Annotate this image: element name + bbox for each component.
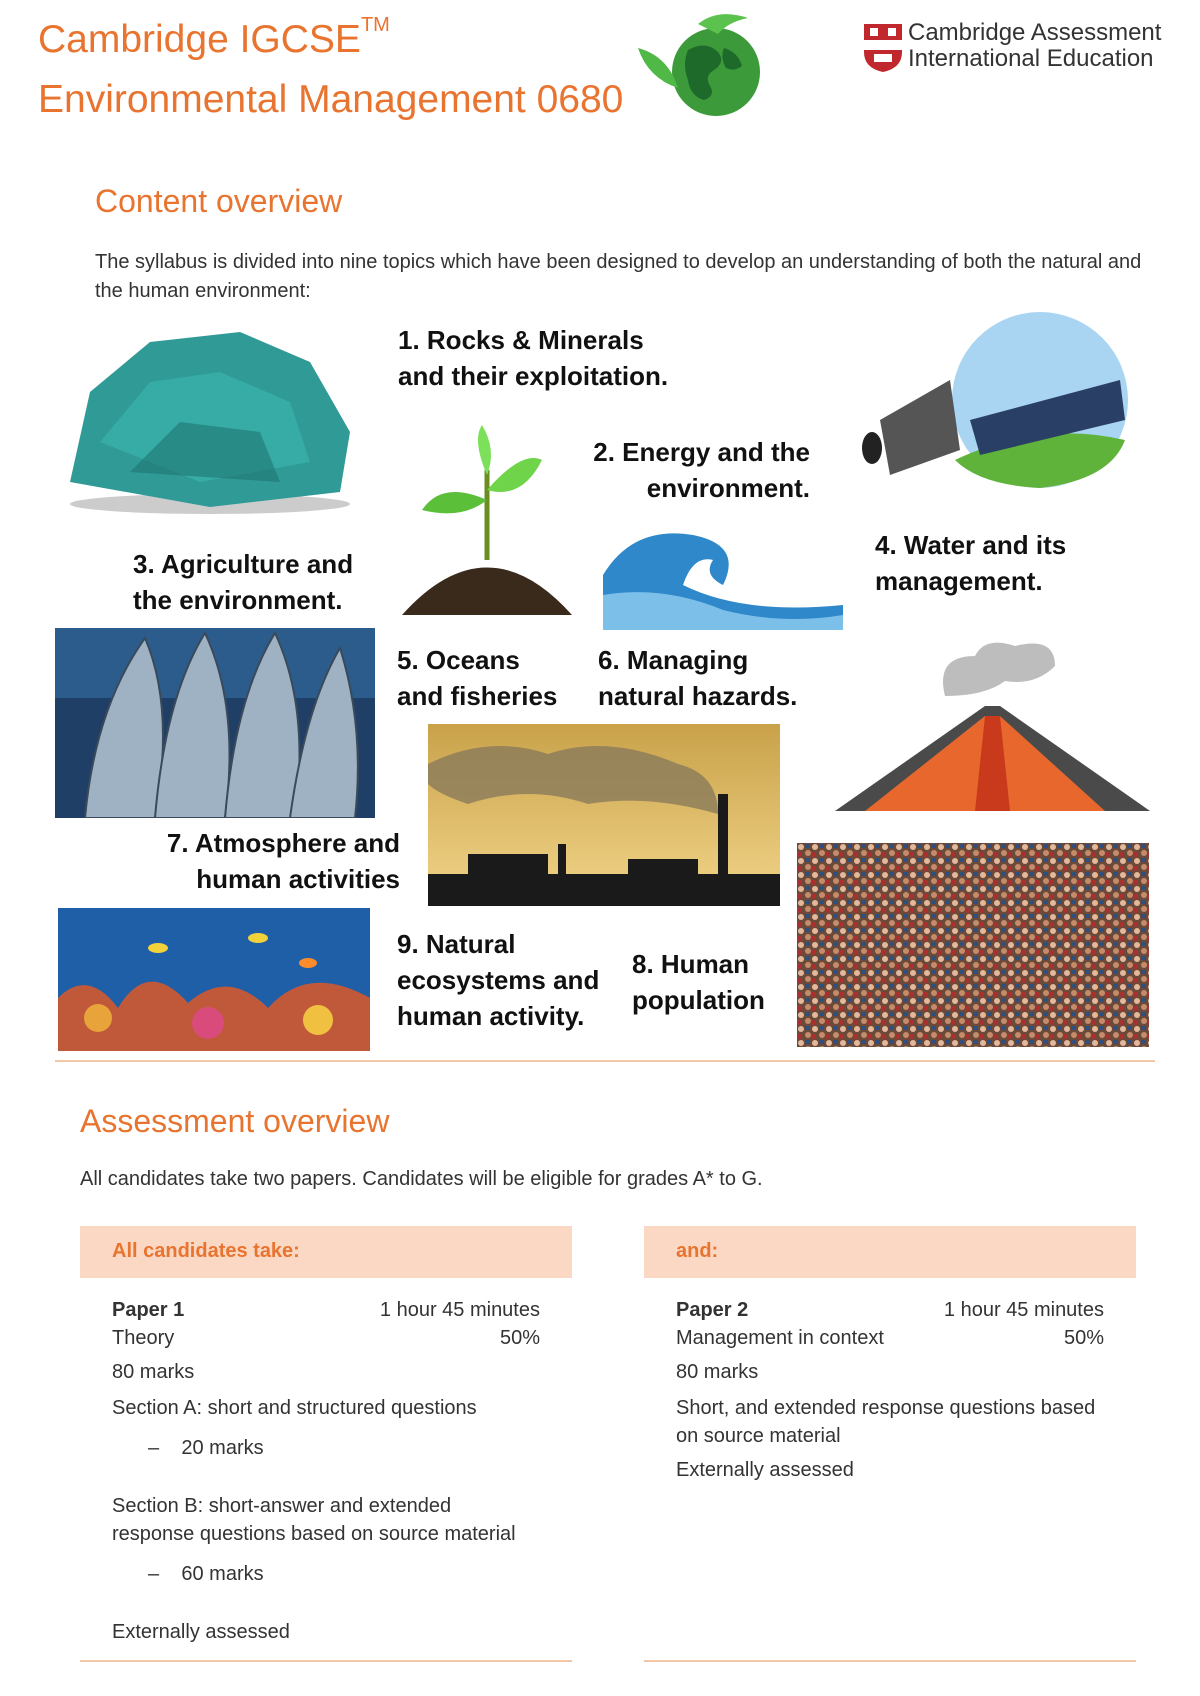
paper1-block — [112, 1296, 540, 1646]
factory-smoke-image — [428, 724, 780, 906]
seedling-soil-image — [392, 420, 582, 620]
paper1-name: Theory — [112, 1327, 175, 1349]
topic-9: 9. Natural ecosystems and human activity. — [397, 929, 600, 1031]
content-overview-heading: Content overview — [95, 183, 343, 219]
paper1-section-b-marks: – 60 marks — [148, 1563, 264, 1585]
coral-reef-image — [58, 908, 370, 1051]
paper1-section-a: Section A: short and structured questions — [112, 1397, 477, 1419]
globe-logo-icon — [628, 10, 778, 120]
paper1-assessed: Externally assessed — [112, 1621, 290, 1643]
tuna-fish-image — [55, 628, 375, 818]
cambridge-crest-icon — [862, 22, 904, 74]
right-box-header: and: — [644, 1226, 1136, 1278]
paper1-duration: 1 hour 45 minutes — [379, 1299, 540, 1321]
brand-title: Cambridge IGCSE™ — [38, 14, 390, 61]
paper1-marks: 80 marks — [112, 1361, 195, 1383]
rock-mineral-image — [60, 322, 360, 522]
paper2-assessed: Externally assessed — [676, 1459, 854, 1481]
paper2-duration: 1 hour 45 minutes — [943, 1299, 1104, 1321]
topic-6: 6. Managing natural hazards. — [598, 645, 798, 711]
water-wave-image — [603, 515, 843, 630]
topic-5: 5. Oceans and fisheries — [397, 645, 558, 711]
paper1-section-b: Section B: short-answer and extended response questions based on source material — [112, 1495, 516, 1545]
syllabus-title: Environmental Management 0680 — [38, 78, 624, 121]
paper2-marks: 80 marks — [676, 1361, 759, 1383]
organization-name: Cambridge Assessment International Education — [908, 19, 1162, 72]
paper2-block — [676, 1296, 1104, 1484]
paper1-section-a-marks: – 20 marks — [148, 1437, 264, 1459]
topic-2: 2. Energy and the environment. — [593, 437, 810, 503]
solar-lightbulb-image — [860, 310, 1160, 510]
content-intro: The syllabus is divided into nine topics which have been designed to develop an understanding of both the natural and the human environment: — [95, 251, 1142, 302]
volcano-image — [835, 636, 1150, 816]
paper2-name: Management in context — [676, 1327, 884, 1349]
topic-1: 1. Rocks & Minerals and their exploitation. — [398, 325, 669, 391]
right-bottom-rule — [644, 1660, 1136, 1662]
paper2-weight: 50% — [1063, 1327, 1104, 1349]
topic-3: 3. Agriculture and the environment. — [133, 549, 354, 615]
paper2-title: Paper 2 — [676, 1299, 749, 1321]
paper1-title: Paper 1 — [112, 1299, 185, 1321]
topic-8: 8. Human population — [632, 949, 765, 1015]
paper1-weight: 50% — [499, 1327, 540, 1349]
assessment-overview-heading: Assessment overview — [80, 1103, 390, 1139]
section-divider — [55, 1060, 1155, 1062]
left-bottom-rule — [80, 1660, 572, 1662]
left-box-header: All candidates take: — [80, 1226, 572, 1278]
assessment-lead: All candidates take two papers. Candidates will be eligible for grades A* to G. — [80, 1168, 763, 1190]
topic-7: 7. Atmosphere and human activities — [166, 828, 400, 894]
paper2-description: Short, and extended response questions based on source material — [676, 1397, 1096, 1447]
topic-4: 4. Water and its management. — [875, 530, 1067, 596]
crowd-image — [797, 843, 1149, 1047]
